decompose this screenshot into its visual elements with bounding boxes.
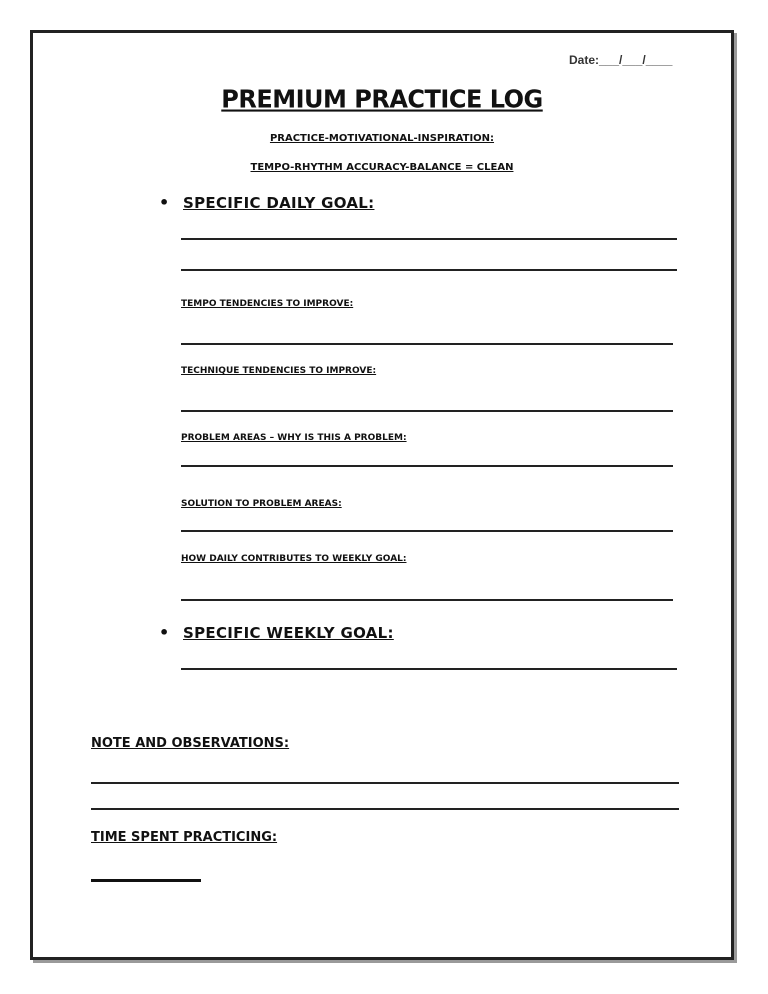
- log-page: [30, 30, 734, 960]
- daily-goal-heading: [159, 193, 374, 212]
- solution-line[interactable]: [181, 530, 673, 532]
- weekly-goal-line[interactable]: [181, 668, 677, 670]
- date-field[interactable]: Date:___/___/____: [569, 53, 673, 67]
- daily-goal-label: SPECIFIC DAILY GOAL:: [183, 194, 375, 212]
- daily-goal-line-2[interactable]: [181, 269, 677, 271]
- weekly-contribution-line[interactable]: [181, 599, 673, 601]
- weekly-goal-heading: [159, 623, 394, 642]
- technique-tendencies-line[interactable]: [181, 410, 673, 412]
- problem-areas-label: PROBLEM AREAS – WHY IS THIS A PROBLEM:: [181, 433, 407, 443]
- weekly-contribution-label: HOW DAILY CONTRIBUTES TO WEEKLY GOAL:: [181, 554, 407, 564]
- daily-goal-line-1[interactable]: [181, 238, 677, 240]
- tempo-tendencies-label: TEMPO TENDENCIES TO IMPROVE:: [181, 299, 354, 309]
- bullet-icon: •: [159, 623, 170, 642]
- subtitle-tempo: TEMPO-RHYTHM ACCURACY-BALANCE = CLEAN: [250, 162, 514, 173]
- solution-label: SOLUTION TO PROBLEM AREAS:: [181, 499, 342, 509]
- tempo-tendencies-line[interactable]: [181, 343, 673, 345]
- notes-line-1[interactable]: [91, 782, 679, 784]
- subtitle-motivation: PRACTICE-MOTIVATIONAL-INSPIRATION:: [269, 133, 495, 144]
- time-spent-label: TIME SPENT PRACTICING:: [91, 830, 278, 845]
- weekly-goal-label: SPECIFIC WEEKLY GOAL:: [183, 624, 394, 642]
- problem-areas-line[interactable]: [181, 465, 673, 467]
- technique-tendencies-label: TECHNIQUE TENDENCIES TO IMPROVE:: [181, 366, 377, 376]
- notes-label: NOTE AND OBSERVATIONS:: [91, 736, 290, 751]
- bullet-icon: •: [159, 193, 170, 212]
- time-spent-line[interactable]: [91, 879, 201, 882]
- notes-line-2[interactable]: [91, 808, 679, 810]
- page-title: PREMIUM PRACTICE LOG: [221, 84, 543, 114]
